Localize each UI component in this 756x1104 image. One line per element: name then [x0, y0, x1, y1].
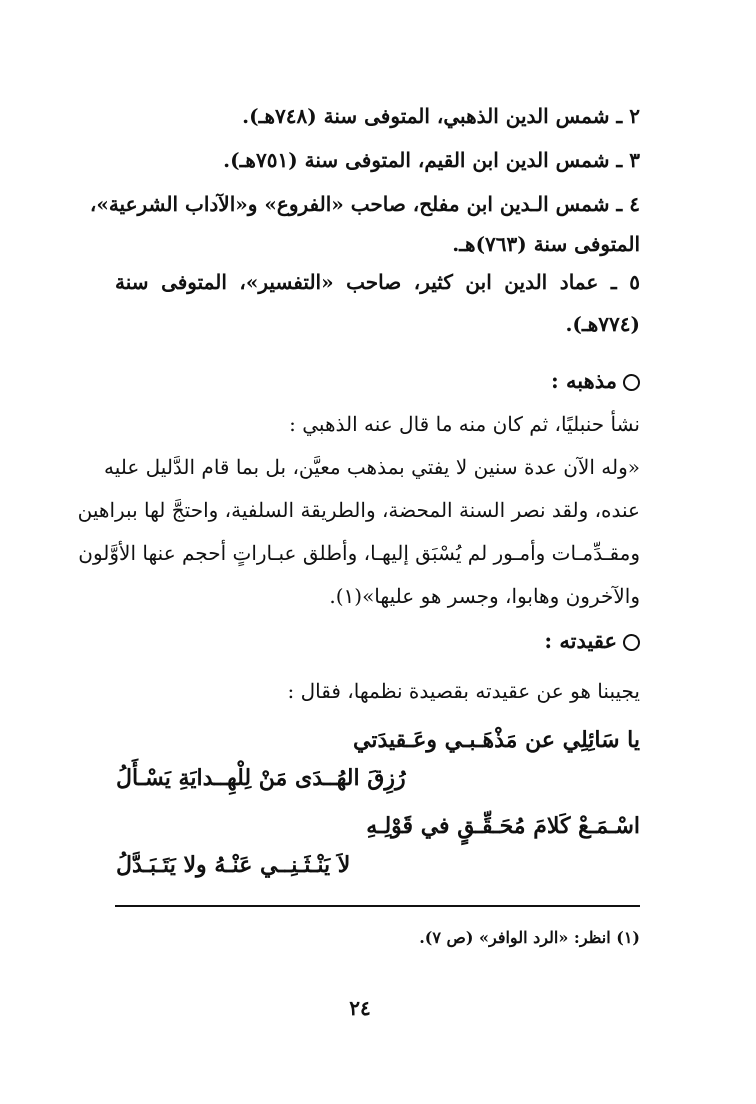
paragraph-line: يجيبنا هو عن عقيدته بقصيدة نظمها، فقال : — [287, 679, 640, 703]
list-item: ٢ ـ شمس الدين الذهبي، المتوفى سنة (٧٤٨هـ). — [242, 104, 640, 128]
list-item-continuation: المتوفى سنة (٧٦٣)هـ. — [452, 232, 640, 256]
heading-text: عقيدته : — [544, 628, 617, 653]
quote-line: ومقـدِّمـات وأمـور لم يُسْبَق إليهـا، وأطلق عبـاراتٍ أحجم عنها الأوَّلون — [78, 541, 640, 565]
verse-hemistich: يا سَائِلِي عن مَذْهَـبـي وعَـقيدَتي — [353, 727, 640, 753]
quote-line: والآخرون وهابوا، وجسر هو عليها»(١). — [329, 584, 640, 608]
page-number: ٢٤ — [349, 996, 371, 1020]
verse-hemistich: رُزِقَ الهُــدَى مَنْ لِلْهِــدايَةِ يَسْـأَلُ — [116, 765, 406, 791]
footnote: (١) انظر: «الرد الوافر» (ص ٧). — [419, 928, 640, 947]
list-item: ٥ ـ عماد الدين ابن كثير، صاحب «التفسير»، المتوفى سنة — [115, 270, 640, 294]
verse-hemistich: لاَ يَنْـثَـنِــي عَنْـهُ ولا يَتَـبَـدَّلُ — [116, 852, 351, 878]
list-item: ٣ ـ شمس الدين ابن القيم، المتوفى سنة (٧٥١هـ). — [223, 148, 640, 172]
section-heading-madhhab — [120, 366, 640, 396]
heading-text: مذهبه : — [550, 368, 617, 393]
circle-bullet-icon — [623, 634, 640, 651]
paragraph-line: نشأ حنبليًا، ثم كان منه ما قال عنه الذهبي : — [289, 412, 640, 436]
list-item-continuation: (٧٧٤هـ). — [565, 312, 640, 336]
quote-line: عنده، ولقد نصر السنة المحضة، والطريقة السلفية، واحتجَّ لها ببراهين — [77, 498, 640, 522]
list-item: ٤ ـ شمس الـدين ابن مفلح، صاحب «الفروع» و«الآداب الشرعية»، — [89, 192, 640, 216]
section-heading-aqida — [120, 626, 640, 656]
verse-hemistich: اسْـمَـعْ كَلامَ مُحَـقِّـقٍ في قَوْلِـهِ — [366, 813, 640, 839]
quote-line: «وله الآن عدة سنين لا يفتي بمذهب معيَّن، بل بما قام الدَّليل عليه — [103, 455, 640, 479]
circle-bullet-icon — [623, 374, 640, 391]
footnote-divider — [115, 905, 640, 907]
